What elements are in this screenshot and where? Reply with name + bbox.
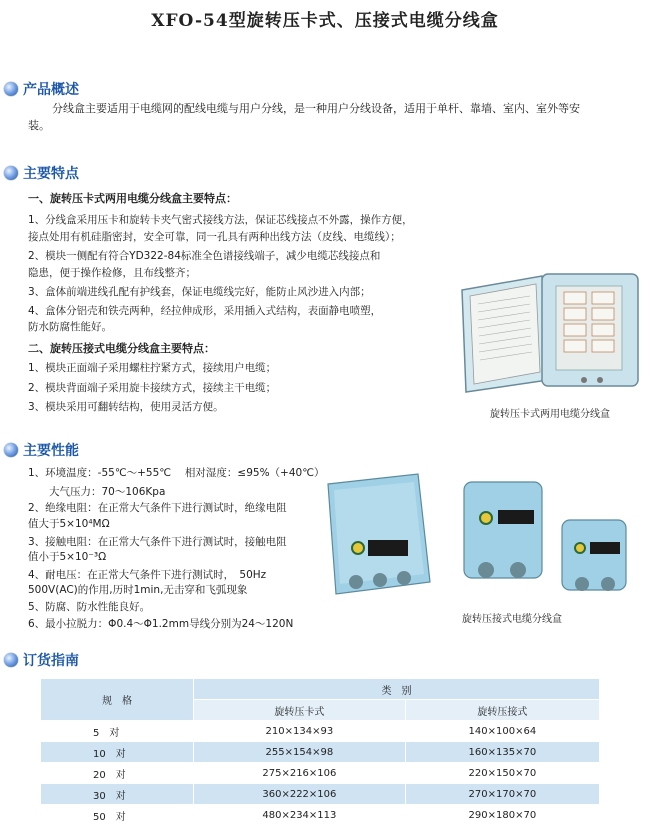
table-row — [41, 721, 600, 742]
table-cell-a: 210×134×93 — [194, 721, 406, 742]
table-cell-b: 290×180×70 — [405, 805, 599, 826]
performance-line: 500V(AC)的作用,历时1min,无击穿和飞弧现象 — [28, 584, 248, 596]
table-cell-spec: 5 对 — [41, 721, 194, 742]
performance-line: 2、绝缘电阻：在正常大气条件下进行测试时，绝缘电阻 — [28, 502, 287, 514]
table-cell-b: 160×135×70 — [405, 742, 599, 763]
feature-line: 1、模块正面端子采用螺柱拧紧方式，接续用户电缆； — [28, 362, 277, 374]
performance-line: 1、环境温度：-55℃～+55℃ 相对湿度：≤95%（+40℃） — [28, 467, 325, 479]
table-header-type-a: 旋转压卡式 — [194, 700, 406, 721]
performance-line: 大气压力：70～106Kpa — [28, 486, 166, 498]
section-performance-heading — [4, 441, 79, 459]
open-distribution-box-image — [452, 268, 648, 398]
performance-line: 5、防腐、防水性能良好。 — [28, 601, 151, 613]
section-title: 产品概述 — [23, 82, 79, 98]
table-cell-a: 360×222×106 — [194, 784, 406, 805]
closed-distribution-boxes-image — [322, 470, 648, 602]
bullet-ball-icon — [4, 653, 18, 667]
section-title: 主要性能 — [23, 443, 79, 459]
table-cell-b: 140×100×64 — [405, 721, 599, 742]
section-ordering-heading — [4, 651, 79, 669]
open-box-caption: 旋转压卡式两用电缆分线盒 — [490, 409, 610, 420]
table-header-type-b: 旋转压接式 — [405, 700, 599, 721]
table-row — [41, 763, 600, 784]
closed-boxes-caption: 旋转压接式电缆分线盒 — [462, 614, 562, 625]
feature-line: 防水防腐性能好。 — [28, 321, 112, 333]
section-features-heading — [4, 164, 79, 182]
table-cell-spec: 20 对 — [41, 763, 194, 784]
page-title: XFO-54型旋转压卡式、压接式电缆分线盒 — [151, 11, 499, 31]
table-cell-b: 270×170×70 — [405, 784, 599, 805]
feature-line: 3、盒体前端进线孔配有护线套，保证电缆线完好，能防止风沙进入内部； — [28, 286, 371, 298]
table-cell-a: 480×234×113 — [194, 805, 406, 826]
performance-line: 值小于5×10⁻³Ω — [28, 551, 107, 563]
feature-line: 4、盒体分铝壳和铁壳两种，经拉伸成形，采用插入式结构，表面静电喷塑， — [28, 305, 382, 317]
performance-line: 值大于5×10⁴MΩ — [28, 518, 110, 530]
bullet-ball-icon — [4, 82, 18, 96]
section-title: 主要特点 — [23, 166, 79, 182]
ordering-table — [40, 678, 600, 826]
table-cell-a: 255×154×98 — [194, 742, 406, 763]
features-group2-title: 二、旋转压接式电缆分线盒主要特点： — [28, 342, 215, 355]
overview-text: 分线盒主要适用于电缆网的配线电缆与用户分线，是一种用户分线设备，适用于单杆、靠墙、室内、室外等安装。 — [28, 102, 580, 132]
feature-line: 1、分线盒采用压卡和旋转卡夹气密式接线方法，保证芯线接点不外露，操作方便， — [28, 214, 413, 226]
table-header-spec: 规 格 — [41, 679, 194, 721]
performance-line: 6、最小拉脱力：Φ0.4～Φ1.2mm导线分别为24～120N — [28, 618, 294, 630]
section-title: 订货指南 — [23, 653, 79, 669]
section-overview-heading — [4, 80, 79, 98]
table-cell-spec: 50 对 — [41, 805, 194, 826]
table-row — [41, 805, 600, 826]
table-cell-a: 275×216×106 — [194, 763, 406, 784]
feature-line: 2、模块一侧配有符合YD322-84标准全色谱接线端子，减少电缆芯线接点和 — [28, 250, 381, 262]
feature-line: 隐患，便于操作检修，且布线整齐； — [28, 267, 196, 279]
performance-line: 4、耐电压：在正常大气条件下进行测试时， 50Hz — [28, 569, 267, 581]
table-cell-spec: 30 对 — [41, 784, 194, 805]
feature-line: 接点处用有机硅脂密封，安全可靠，同一孔具有两种出线方法（皮线、电缆线）； — [28, 231, 401, 243]
table-cell-b: 220×150×70 — [405, 763, 599, 784]
table-header-category: 类 别 — [194, 679, 600, 700]
performance-line: 3、接触电阻：在正常大气条件下进行测试时，接触电阻 — [28, 536, 287, 548]
features-group1-title: 一、旋转压卡式两用电缆分线盒主要特点： — [28, 192, 237, 205]
bullet-ball-icon — [4, 166, 18, 180]
table-row — [41, 784, 600, 805]
bullet-ball-icon — [4, 443, 18, 457]
feature-line: 2、模块背面端子采用旋卡接续方式，接续主干电缆； — [28, 382, 277, 394]
table-row — [41, 742, 600, 763]
feature-line: 3、模块采用可翻转结构，使用灵活方便。 — [28, 401, 224, 413]
table-cell-spec: 10 对 — [41, 742, 194, 763]
